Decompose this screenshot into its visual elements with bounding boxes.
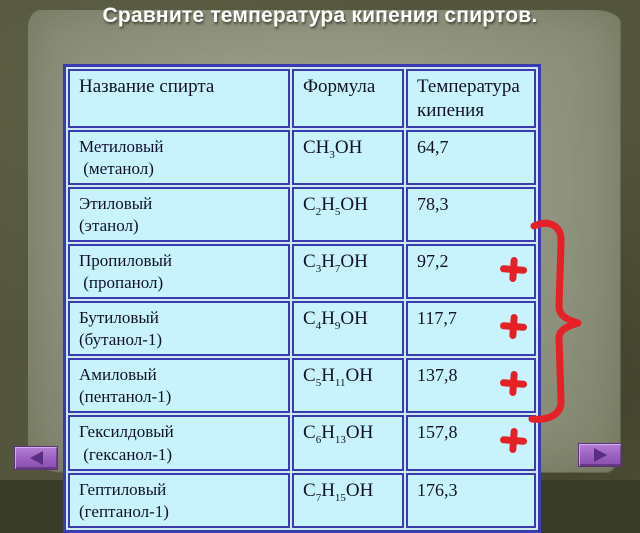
triangle-right-icon [594,448,607,462]
alcohol-synonym: (пропанол) [79,272,164,292]
alcohol-synonym: (гептанол-1) [79,501,169,521]
temperature-cell [406,358,536,413]
temperature-cell [406,473,536,528]
table-row [68,244,536,299]
alcohols-table [63,64,541,533]
table-row [68,301,536,356]
formula-cell: $C_4H_9OH$ [292,301,404,356]
alcohol-name-cell [68,244,290,299]
alcohol-name: Гептиловый [79,479,167,499]
alcohol-name-cell [68,130,290,185]
alcohol-name: Гексилдовый [79,422,174,442]
alcohol-name: Пропиловый [79,250,173,270]
temperature-cell [406,130,536,185]
alcohol-synonym: (бутанол-1) [79,330,163,350]
formula-cell: $CH_3OH$ [292,130,404,185]
temperature-value: 97,2 [417,250,449,271]
table-row [68,187,536,242]
temperature-value: 64,7 [417,136,449,157]
header-boiling-temp: Температура кипения [406,69,536,128]
temperature-value: 78,3 [417,193,449,214]
alcohol-name-cell [68,301,290,356]
formula-cell: $C_6H_{13}OH$ [292,415,404,470]
table-row [68,473,536,528]
alcohol-synonym: (этанол) [79,215,139,235]
triangle-left-icon [30,451,43,465]
plus-annotation [499,313,528,340]
temperature-cell [406,415,536,470]
temperature-value: 176,3 [417,479,458,500]
header-formula: Формула [292,69,404,128]
alcohol-name-cell [68,187,290,242]
alcohol-name-cell [68,473,290,528]
formula-cell: $C_5H_{11}OH$ [292,358,404,413]
formula-cell: $C_7H_{15}OH$ [292,473,404,528]
temperature-value: 157,8 [417,422,458,443]
temperature-cell [406,187,536,242]
formula-cell: $C_3H_7OH$ [292,244,404,299]
temperature-value: 117,7 [417,308,457,329]
table-row [68,130,536,185]
alcohol-name-cell [68,358,290,413]
alcohol-name: Амиловый [79,365,157,385]
header-alcohol-name: Название спирта [68,69,290,128]
temperature-cell [406,301,536,356]
previous-slide-button[interactable] [14,446,58,470]
alcohol-synonym: (гексанол-1) [79,444,173,464]
alcohol-synonym: (пентанол-1) [79,387,172,407]
alcohol-name: Бутиловый [79,308,159,328]
plus-annotation [499,370,528,397]
alcohol-synonym: (метанол) [79,158,154,178]
temperature-cell [406,244,536,299]
alcohol-name: Этиловый [79,193,153,213]
table-row [68,415,536,470]
slide-title: Сравните температура кипения спиртов. [102,4,538,27]
next-slide-button[interactable] [578,443,622,467]
formula-cell: $C_2H_5OH$ [292,187,404,242]
temperature-value: 137,8 [417,365,458,386]
alcohol-name-cell [68,415,290,470]
table-header-row [68,69,536,128]
plus-annotation [499,256,528,283]
alcohol-name: Метиловый [79,136,164,156]
plus-annotation [499,428,528,455]
table-row [68,358,536,413]
